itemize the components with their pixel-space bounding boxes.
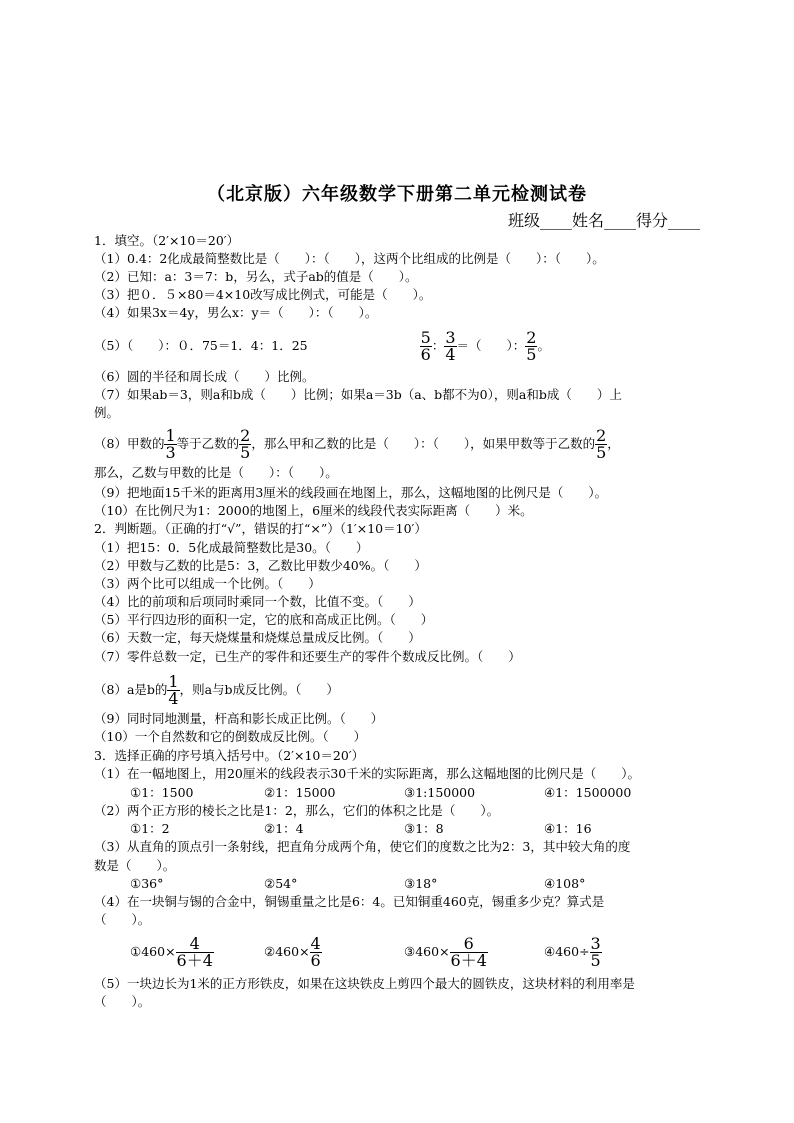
choice-q5-line1: （5）一块边长为1米的正方形铁皮，如果在这块铁皮上剪四个最大的圆铁皮，这块材料的利用率是 [94, 976, 635, 991]
fill-q8-text-c: ，那么甲和乙数的比是（ ）：（ ），如果甲数等于乙数的 [251, 436, 596, 451]
fill-q8 [94, 424, 700, 464]
fraction: $\frac{3}{4}$ [445, 328, 456, 364]
fraction: $\frac{6}{6+4}$ [450, 934, 487, 970]
section-2-header: 2．判断题。（正确的打“√”，错误的打“×”）（1′×10＝10′） [94, 521, 427, 536]
option: ④1：1500000 [544, 785, 632, 800]
choice-q2: （2）两个正方形的棱长之比是1：2，那么，它们的体积之比是（ ）。 [94, 803, 500, 818]
option [404, 930, 488, 974]
fill-q6: （6）圆的半径和周长成（ ）比例。 [94, 369, 315, 384]
fraction: $\frac{4}{6+4}$ [176, 934, 213, 970]
exam-title: （北京版）六年级数学下册第二单元检测试卷 [207, 184, 587, 205]
option: ①36° [130, 876, 164, 891]
judge-q7: （7）零件总数一定，已生产的零件和还要生产的零件个数成反比例。（ ） [94, 649, 521, 664]
section-1-header: 1．填空。（2′×10＝20′） [94, 233, 240, 248]
fill-q3: （3）把０．５×80＝4×10改写成比例式，可能是（ ）。 [94, 287, 432, 302]
section-3-header: 3．选择正确的序号填入括号中。（2′×10＝20′） [94, 748, 365, 763]
fill-q8-text-a: （8）甲数的 [94, 436, 165, 451]
option-text: ①460× [130, 944, 176, 959]
option: ③1:150000 [404, 785, 476, 800]
choice-q1: （1）在一幅地图上，用20厘米的线段表示30千米的实际距离，那么这幅地图的比例尺是（ ）。 [94, 766, 641, 781]
option [544, 930, 602, 974]
option [264, 930, 322, 974]
judge-q8 [94, 670, 700, 710]
fraction: $\frac{1}{4}$ [168, 672, 179, 708]
option: ④108° [544, 876, 586, 891]
fill-q8-line2: 那么，乙数与甲数的比是（ ）：（ ）。 [94, 465, 338, 480]
colon: ： [431, 338, 445, 353]
fraction: $\frac{4}{6}$ [310, 934, 321, 970]
option: ①1：2 [130, 821, 170, 836]
period: 。 [537, 338, 550, 353]
judge-q9: （9）同时同地测量，杆高和影长成正比例。（ ） [94, 711, 384, 726]
fill-q7-line2: 例。 [94, 405, 120, 420]
judge-q6: （6）天数一定，每天烧煤量和烧煤总量成反比例。（ ） [94, 630, 421, 645]
choice-q3-options [130, 875, 690, 893]
choice-q5-line2: （ ）。 [94, 994, 151, 1009]
fraction: $\frac{1}{3}$ [165, 426, 176, 462]
fraction: $\frac{5}{6}$ [420, 328, 431, 364]
option: ①1：1500 [130, 785, 194, 800]
choice-q4-line1: （4）在一块铜与锡的合金中，铜锡重量之比是6：4。已知铜重460克，锡重多少克？算式是 [94, 894, 605, 909]
fill-q7-line1: （7）如果ab＝3，则a和b成（ ）比例；如果a＝3b（a、b都不为0），则a和b成（ ）上 [94, 387, 622, 402]
fill-q9: （9）把地面15千米的距离用3厘米的线段画在地图上，那么，这幅地图的比例尺是（ ）。 [94, 485, 608, 500]
fill-q5-text-b: ＝（ ）： [456, 338, 526, 353]
option: ③1：8 [404, 821, 444, 836]
fill-q5 [94, 326, 700, 366]
judge-q10: （10）一个自然数和它的倒数成反比例。（ ） [94, 729, 367, 744]
option: ②54° [264, 876, 298, 891]
option: ②1：4 [264, 821, 304, 836]
choice-q4-line2: （ ）。 [94, 912, 151, 927]
comma: ， [607, 436, 620, 451]
option-text: ④460÷ [544, 944, 590, 959]
choice-q4-options [130, 930, 690, 974]
choice-q1-options [130, 784, 690, 802]
class-name-score-line: 班级____姓名____得分____ [507, 211, 700, 230]
option: ②1：15000 [264, 785, 336, 800]
option: ③18° [404, 876, 438, 891]
option-text: ②460× [264, 944, 310, 959]
judge-q8-text-a: （8）a是b的 [94, 682, 168, 697]
fill-q10: （10）在比例尺为1：2000的地图上，6厘米的线段代表实际距离（ ）米。 [94, 503, 533, 518]
fraction: $\frac{2}{5}$ [240, 426, 251, 462]
choice-q2-options [130, 820, 690, 838]
judge-q8-text-b: ，则a与b成反比例。（ ） [179, 682, 339, 697]
judge-q5: （5）平行四边形的面积一定，它的底和高成正比例。（ ） [94, 612, 434, 627]
fraction: $\frac{2}{5}$ [526, 328, 537, 364]
judge-q2: （2）甲数与乙数的比是5：3，乙数比甲数少40%。（ ） [94, 558, 427, 573]
judge-q4: （4）比的前项和后项同时乘同一个数，比值不变。（ ） [94, 594, 421, 609]
choice-q3-line2: 数是（ ）。 [94, 858, 176, 873]
option [130, 930, 214, 974]
fill-q8-text-b: 等于乙数的 [176, 436, 240, 451]
judge-q3: （3）两个比可以组成一个比例。（ ） [94, 576, 321, 591]
choice-q3-line1: （3）从直角的顶点引一条射线，把直角分成两个角，使它们的度数之比为2：3，其中较大角的度 [94, 839, 631, 854]
option-text: ③460× [404, 944, 450, 959]
fill-q1: （1）0.4：2化成最简整数比是（ ）：（ ），这两个比组成的比例是（ ）：（ ）。 [94, 251, 605, 266]
fraction: $\frac{2}{5}$ [596, 426, 607, 462]
fill-q4: （4）如果3x＝4y，男么x：y＝（ ）：（ ）。 [94, 305, 378, 320]
fraction: $\frac{3}{5}$ [590, 934, 601, 970]
fill-q2: （2）已知：a：3＝7：b，另么，式子ab的值是（ ）。 [94, 269, 418, 284]
fill-q5-text: （5）（ ）：０．75＝1．4：1．25 [94, 338, 308, 353]
judge-q1: （1）把15：0．5化成最简整数比是30。（ ） [94, 540, 369, 555]
option: ④1：16 [544, 821, 592, 836]
